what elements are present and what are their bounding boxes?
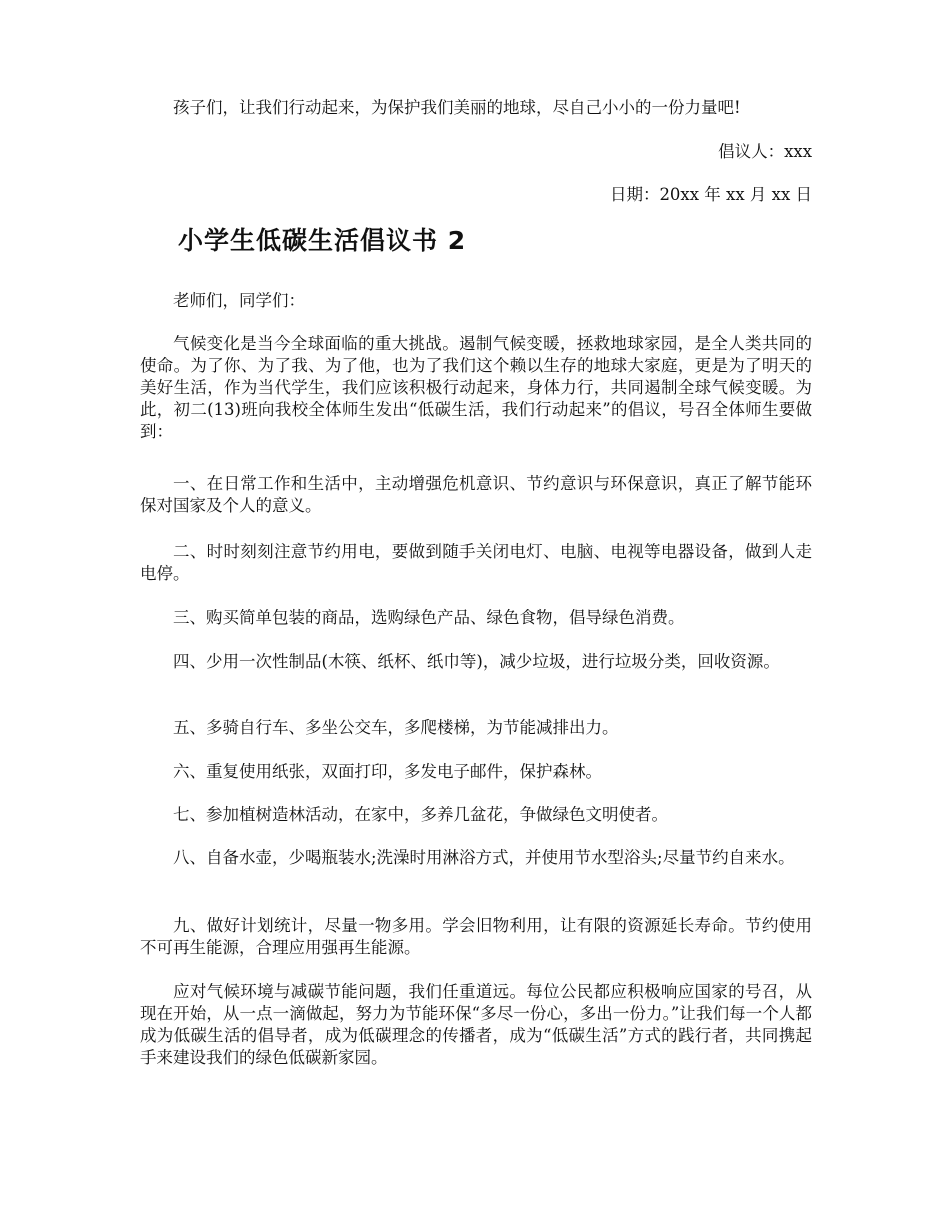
closing-line: 孩子们，让我们行动起来，为保护我们美丽的地球，尽自己小小的一份力量吧! (173, 98, 741, 117)
list-item: 三、购买简单包装的商品，选购绿色产品、绿色食物，倡导绿色消费。 (173, 608, 685, 627)
list-item: 九、做好计划统计，尽量一物多用。学会旧物利用，让有限的资源延长寿命。节约使用不可再生能源，合理应用强再生能源。 (140, 916, 812, 957)
greeting: 老师们，同学们： (173, 291, 305, 310)
date: 日期：20xx 年 xx 月 xx 日 (609, 185, 812, 204)
list-item: 四、少用一次性制品(木筷、纸杯、纸巾等)，减少垃圾，进行垃圾分类，回收资源。 (173, 652, 780, 671)
list-item: 七、参加植树造林活动，在家中，多养几盆花，争做绿色文明使者。 (173, 805, 668, 824)
list-item: 二、时时刻刻注意节约用电，要做到随手关闭电灯、电脑、电视等电器设备，做到人走电停。 (140, 542, 812, 583)
list-item: 八、自备水壶，少喝瓶装水;洗澡时用淋浴方式，并使用节水型浴头;尽量节约自来水。 (173, 848, 795, 867)
intro-paragraph: 气候变化是当今全球面临的重大挑战。遏制气候变暖，拯救地球家园，是全人类共同的使命。为了你、为了我、为了他，也为了我们这个赖以生存的地球大家庭，更是为了明天的美好生活，作为当代学生，我们应该积极行动起来，身体力行，共同遏制全球气候变暖。为此，初二(13)班向我校全体师生发出“低碳生活，我们行动起来”的倡议，号召全体师生要做到： (140, 334, 812, 441)
list-item: 五、多骑自行车、多坐公交车，多爬楼梯，为节能减排出力。 (173, 718, 619, 737)
list-item: 一、在日常工作和生活中，主动增强危机意识、节约意识与环保意识，真正了解节能环保对国家及个人的意义。 (140, 474, 812, 515)
list-item: 六、重复使用纸张，双面打印，多发电子邮件，保护森林。 (173, 762, 602, 781)
section-title: 小学生低碳生活倡议书 2 (178, 226, 467, 255)
initiator: 倡议人：xxx (718, 142, 812, 161)
conclusion-paragraph: 应对气候环境与减碳节能问题，我们任重道远。每位公民都应积极响应国家的号召，从现在开始，从一点一滴做起，努力为节能环保“多尽一份心，多出一份力。”让我们每一个人都成为低碳生活的倡导者，成为低碳理念的传播者，成为“低碳生活”方式的践行者，共同携起手来建设我们的绿色低碳新家园。 (140, 982, 812, 1067)
